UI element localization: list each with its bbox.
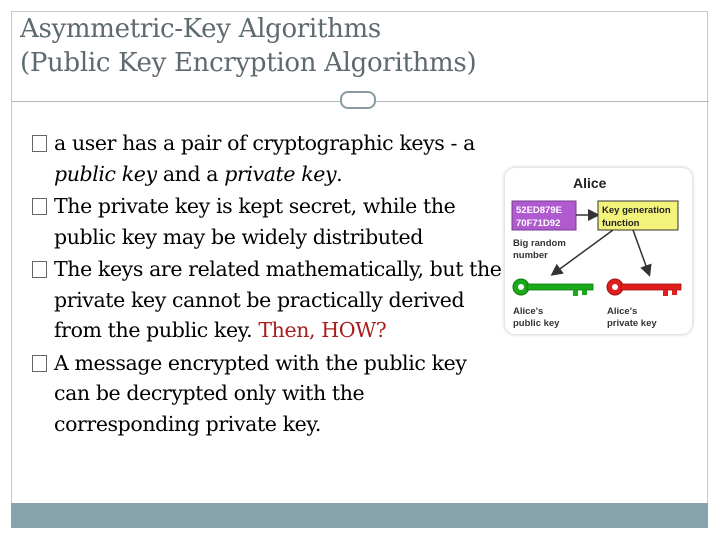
slide-title [20, 12, 580, 80]
connector-ornament [340, 88, 378, 114]
bullet-item [32, 254, 502, 346]
bullet-text: and a [156, 161, 225, 186]
footer-bar [11, 503, 708, 528]
bullet-box-icon [32, 261, 47, 278]
key-generation-figure [505, 168, 692, 334]
bullet-text: The keys are related mathematically, but the private key cannot be practically derived from the public key. [54, 257, 502, 342]
bullet-item [32, 128, 502, 189]
bullet-box-icon [32, 135, 47, 152]
bullet-text: . [336, 161, 343, 186]
bullet-item [32, 348, 502, 440]
bullet-text: A message encrypted with the public key can be decrypted only with the corresponding private key. [54, 350, 467, 436]
keygen-line-1: Key generation [602, 205, 671, 216]
arrow-keygen-to-public [553, 230, 613, 274]
arrow-keygen-to-private [633, 230, 649, 274]
random-label-line-1: Big random [513, 238, 566, 249]
keygen-line-2: function [602, 218, 640, 229]
bullet-text: private key [224, 161, 337, 186]
key-generation-diagram [505, 168, 692, 334]
bullet-text: public key [54, 161, 157, 186]
bullet-box-icon [32, 355, 47, 372]
random-label-line-2: number [513, 250, 548, 261]
private-key-label-1: Alice's [607, 306, 638, 317]
private-key-label-2: private key [607, 318, 657, 329]
public-key-icon [513, 279, 593, 296]
random-number-line-1: 52ED879E [516, 205, 562, 216]
figure-heading: Alice [573, 175, 607, 191]
bullet-text: a user has a pair of cryptographic keys - a [54, 131, 475, 155]
public-key-label-2: public key [513, 318, 560, 329]
title-line-1: Asymmetric-Key Algorithms [20, 14, 381, 44]
bullet-text: Then, HOW? [258, 318, 387, 342]
public-key-label-1: Alice's [513, 306, 544, 317]
random-number-line-2: 70F71D92 [516, 218, 561, 229]
bullet-text: The private key is kept secret, while the public key may be widely distributed [54, 194, 456, 249]
title-line-2: (Public Key Encryption Algorithms) [20, 48, 477, 78]
private-key-icon [607, 279, 681, 296]
bullet-list [32, 128, 502, 441]
bullet-item [32, 191, 502, 252]
bullet-box-icon [32, 198, 47, 215]
